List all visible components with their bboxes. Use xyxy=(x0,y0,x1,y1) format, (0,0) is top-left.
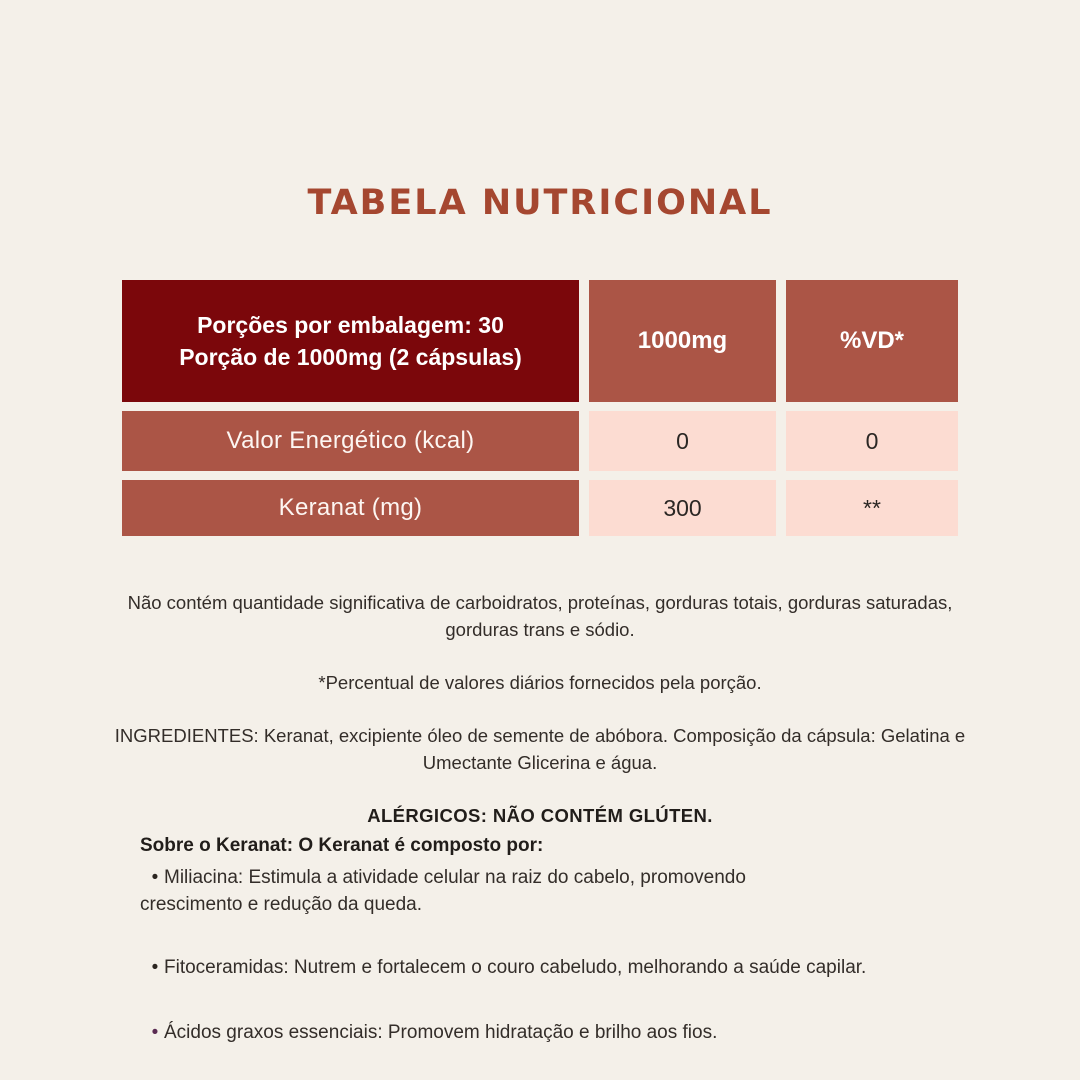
list-item-text: Ácidos graxos essenciais: Promovem hidratação e brilho aos fios. xyxy=(164,1022,718,1043)
about-heading: Sobre o Keranat: O Keranat é composto por: xyxy=(140,835,544,856)
table-row-label-keranat: Keranat (mg) xyxy=(122,480,579,536)
bullet-icon: • xyxy=(151,867,159,888)
note-allergens: ALÉRGICOS: NÃO CONTÉM GLÚTEN. xyxy=(367,805,713,826)
bullet-icon: • xyxy=(151,957,159,978)
note-no-significant-amounts: Não contém quantidade significativa de carboidratos, proteínas, gorduras totais, gorduras saturadas, gorduras trans e sódio. xyxy=(127,592,953,640)
servings-per-package: Porções por embalagem: 30 xyxy=(197,312,504,338)
note-daily-value: *Percentual de valores diários fornecidos pela porção. xyxy=(318,672,762,693)
about-keranat-section xyxy=(140,832,950,1046)
table-row-amount-keranat: 300 xyxy=(589,480,776,536)
page-title: TABELA NUTRICIONAL xyxy=(307,183,773,223)
list-item-miliacina xyxy=(140,864,840,918)
nutrition-table xyxy=(122,280,958,536)
list-item-text: Miliacina: Estimula a atividade celular na raiz do cabelo, promovendo crescimento e redução da queda. xyxy=(140,867,746,915)
list-item-text: Fitoceramidas: Nutrem e fortalecem o couro cabeludo, melhorando a saúde capilar. xyxy=(164,957,867,978)
note-ingredients: INGREDIENTES: Keranat, excipiente óleo de semente de abóbora. Composição da cápsula: Gelatina e Umectante Glicerina e água. xyxy=(114,725,966,773)
bullet-icon: • xyxy=(151,1022,159,1043)
serving-size: Porção de 1000mg (2 cápsulas) xyxy=(179,344,522,370)
list-item-fitoceramidas xyxy=(140,954,950,981)
notes-section xyxy=(0,589,1080,829)
table-header-dv: %VD* xyxy=(786,280,958,402)
table-row-label-energy: Valor Energético (kcal) xyxy=(122,411,579,471)
table-header-servings xyxy=(122,280,579,402)
table-header-amount: 1000mg xyxy=(589,280,776,402)
table-row-amount-energy: 0 xyxy=(589,411,776,471)
list-item-acidos-graxos xyxy=(140,1019,950,1046)
table-row-dv-keranat: ** xyxy=(786,480,958,536)
table-row-dv-energy: 0 xyxy=(786,411,958,471)
